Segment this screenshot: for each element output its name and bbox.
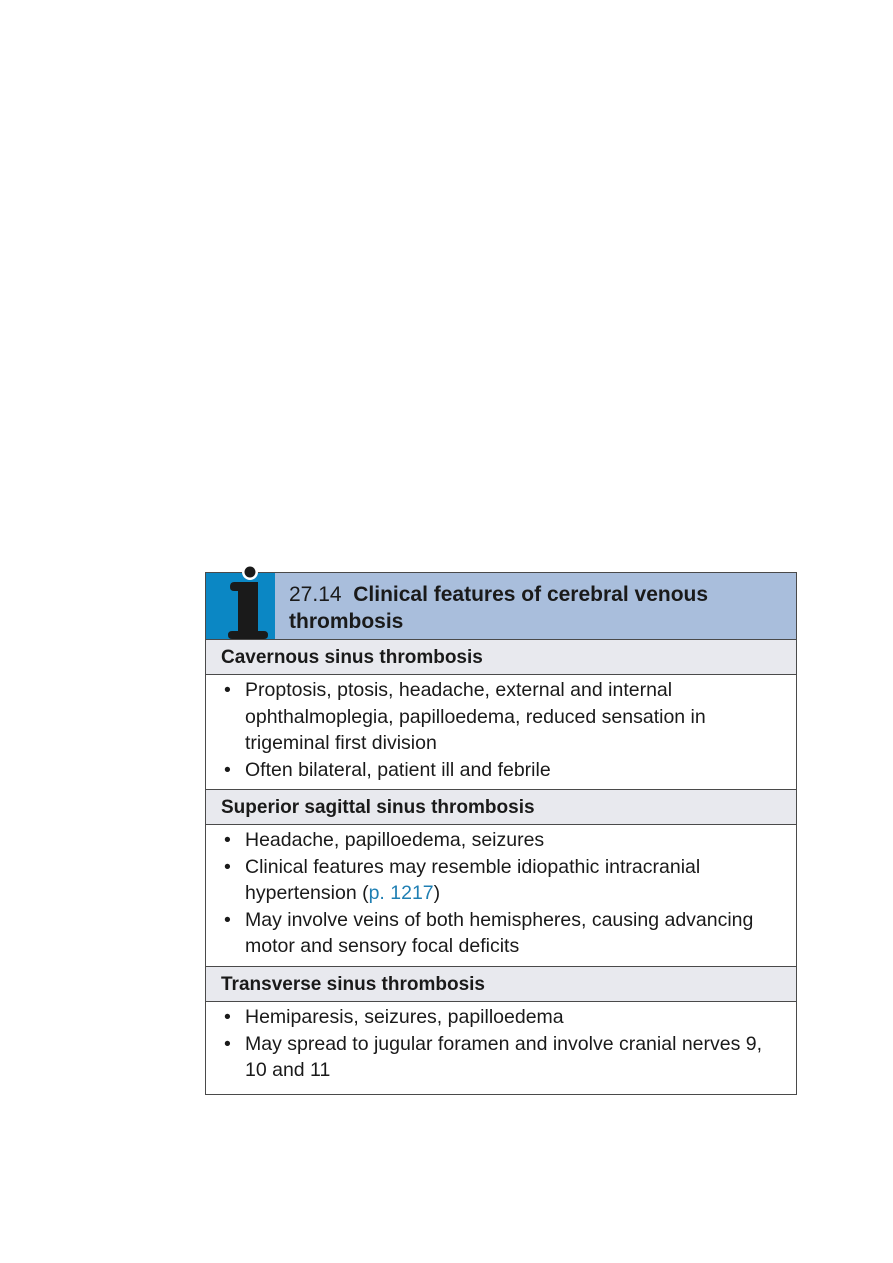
section-heading-cavernous: Cavernous sinus thrombosis <box>206 640 796 675</box>
section-heading-transverse: Transverse sinus thrombosis <box>206 967 796 1002</box>
section-body-superior-sagittal <box>206 825 796 967</box>
list-item: • Headache, papilloedema, seizures <box>224 829 545 851</box>
info-icon <box>206 565 275 639</box>
info-box <box>205 572 797 1095</box>
list-item: • May involve veins of both hemispheres, causing advancing motor and sensory focal deficits <box>224 908 754 957</box>
list-item: • Often bilateral, patient ill and febrile <box>224 758 551 781</box>
box-number: 27.14 <box>289 583 342 606</box>
box-header <box>206 573 796 640</box>
section-body-transverse <box>206 1002 796 1096</box>
info-tab <box>206 573 275 639</box>
page-reference-link[interactable]: p. 1217 <box>368 882 434 904</box>
section-body-cavernous <box>206 675 796 790</box>
list-item: • Proptosis, ptosis, headache, external and internal ophthalmoplegia, papilloedema, reduced sensation in trigeminal first division <box>224 679 706 754</box>
section-heading-superior-sagittal: Superior sagittal sinus thrombosis <box>206 790 796 825</box>
box-title-text: Clinical features of cerebral venous thrombosis <box>289 583 709 633</box>
list-item: • May spread to jugular foramen and involve cranial nerves 9, 10 and 11 <box>224 1032 763 1081</box>
list-item: • Hemiparesis, seizures, papilloedema <box>224 1006 564 1028</box>
box-title <box>289 581 769 635</box>
list-item: • Clinical features may resemble idiopathic intracranial hypertension (p. 1217) <box>224 855 701 904</box>
